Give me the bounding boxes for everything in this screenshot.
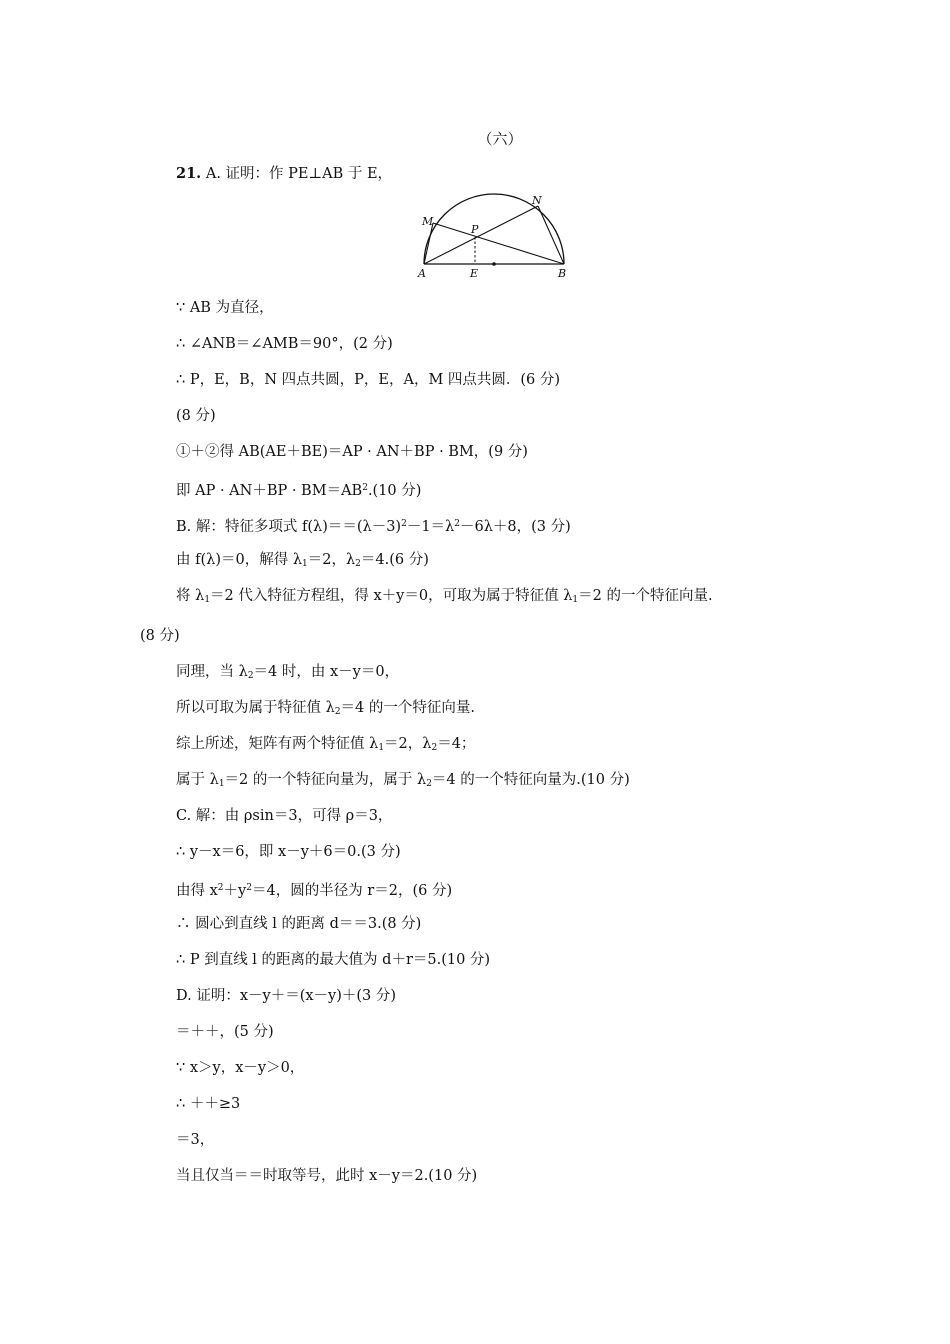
q21-d-line-1: D. 证明：x－y＋＝(x－y)＋(3 分)	[176, 988, 397, 1004]
chord-bm	[433, 223, 564, 264]
q21-d-line-6: 当且仅当＝＝时取等号，此时 x－y＝2.(10 分)	[176, 1168, 478, 1184]
q21-a-intro	[176, 164, 392, 184]
q21-a-line-3: ∴ P，E，B，N 四点共圆，P，E，A，M 四点共圆．(6 分)	[176, 372, 561, 388]
center-point	[492, 262, 496, 266]
q21-a-intro-text: A. 证明：作 PE⊥AB 于 E，	[205, 166, 393, 182]
q21-d-line-3: ∵ x＞y，x－y＞0，	[176, 1060, 305, 1076]
section-title: （六）	[477, 130, 523, 148]
chord-bn	[538, 206, 564, 264]
label-b: B	[558, 267, 567, 280]
chord-am	[424, 223, 433, 264]
q21-a-line-6: 即 AP · $AN+BP \cdot BM=AB^2.(10$ 分)	[176, 483, 422, 499]
semicircle-diagram	[414, 188, 574, 280]
q21-b-line-1: B. 解：特征多项式 $f(\lambda)==(\lambda-3)^2-1=\lambda^2-6\lambda+8$，(3 分)	[176, 519, 571, 535]
label-e: E	[470, 267, 479, 280]
q21-a-line-2: ∴ ∠ANB＝∠AMB＝90°，(2 分)	[176, 336, 393, 352]
q21-b-line-4: 同理，当 $\lambda_2=4$ 时，由 x－y＝0，	[176, 664, 400, 681]
q21-b-line-3b: (8 分)	[140, 628, 180, 644]
q21-b-line-6: 综上所述，矩阵有两个特征值 $\lambda_1=2$，$\lambda_2=4$；	[176, 736, 476, 753]
q21-a-line-1: ∵ AB 为直径，	[176, 300, 274, 316]
q21-c-line-2: ∴ y－x＝6，即 x－y＋6＝0.(3 分)	[176, 844, 401, 860]
q21-b-line-7: 属于 $\lambda_1=2$ 的一个特征向量为，属于 $\lambda_2=4$ 的一个特征向量为.(10 分)	[176, 772, 630, 789]
label-n: N	[532, 194, 542, 207]
chord-an	[424, 206, 538, 264]
label-p: P	[471, 223, 479, 236]
q21-b-line-2: 由 f(λ)＝0，解得 $\lambda_1=2$，$\lambda_2=4.(6$ 分)	[176, 552, 429, 569]
q21-c-line-4: ∴ 圆心到直线 l 的距离 d＝＝3.(8 分)	[176, 916, 422, 932]
q21-c-line-1: C. 解：由 ρsin＝3，可得 ρ＝3，	[176, 808, 393, 824]
q21-c-line-5: ∴ P 到直线 l 的距离的最大值为 d＋r＝5.(10 分)	[176, 952, 491, 968]
label-m: M	[422, 215, 434, 228]
q21-b-line-5: 所以可取为属于特征值 $\lambda_2=4$ 的一个特征向量.	[176, 700, 475, 717]
q21-d-line-5: ＝3，	[176, 1132, 215, 1148]
label-a: A	[418, 267, 426, 280]
q21-d-line-4: ∴ ＋＋≥3	[176, 1096, 241, 1112]
question-number: 21.	[176, 165, 202, 182]
q21-a-line-4: (8 分)	[176, 408, 216, 424]
q21-d-line-2: ＝＋＋，(5 分)	[176, 1024, 274, 1040]
q21-c-line-3: 由得 $x^2+y^2=4$，圆的半径为 r＝2，(6 分)	[176, 883, 453, 899]
q21-a-line-5: ①＋②得 AB(AE＋BE)＝AP · AN＋BP · BM，(9 分)	[176, 444, 528, 460]
q21-b-line-3: 将 $\lambda_1=2$ 代入特征方程组，得 x＋y＝0，可取为属于特征值 $\lambda_1=2$ 的一个特征向量.	[176, 588, 713, 605]
